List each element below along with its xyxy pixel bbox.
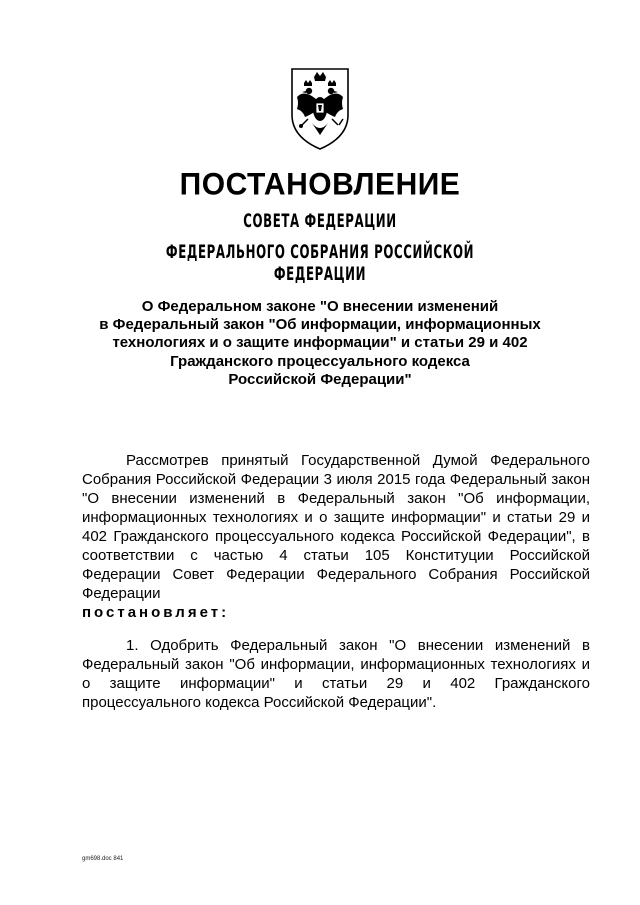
subject-line: О Федеральном законе "О внесении изменений xyxy=(141,298,499,315)
issuer-line-1: СОВЕТА ФЕДЕРАЦИИ xyxy=(243,210,397,232)
subject-line: Российской Федерации" xyxy=(228,370,412,388)
subject-line: Гражданского процессуального кодекса xyxy=(170,352,470,370)
document-subject xyxy=(0,298,640,389)
preamble-text: Рассмотрев принятый Государственной Думой Федерального Собрания Российской Федерации 3 июля 2015 года Федеральный закон "О внесении изменений в Федеральный закон "Об информации, информационных технологиях и о защите информации" и статьи 29 и 402 Гражданского процессуального кодекса Российской Федерации", в соответствии с частью 4 статьи 105 Конституции Российской Федерации Совет Федерации Федерального Собрания Российской Федерации xyxy=(82,452,590,602)
issuer-line-2: ФЕДЕРАЛЬНОГО СОБРАНИЯ РОССИЙСКОЙ ФЕДЕРАЦИИ xyxy=(165,241,475,285)
subject-line: технологиях и о защите информации" и статьи 29 и 402 xyxy=(112,334,528,352)
document-title: ПОСТАНОВЛЕНИЕ xyxy=(179,167,461,202)
coat-of-arms-icon xyxy=(272,63,368,155)
document-code: gm698.doc 841 xyxy=(82,856,124,862)
resolution-item-1: 1. Одобрить Федеральный закон "О внесении изменений в Федеральный закон "Об информации, информационных технологиях и о защите информации" и статьи 29 и 402 Гражданского процессуального кодекса Российской Федерации". xyxy=(82,637,590,711)
resolves-word: постановляет: xyxy=(82,604,230,621)
resolution-preamble xyxy=(82,451,590,622)
subject-line: в Федеральный закон "Об информации, информационных xyxy=(99,316,541,334)
